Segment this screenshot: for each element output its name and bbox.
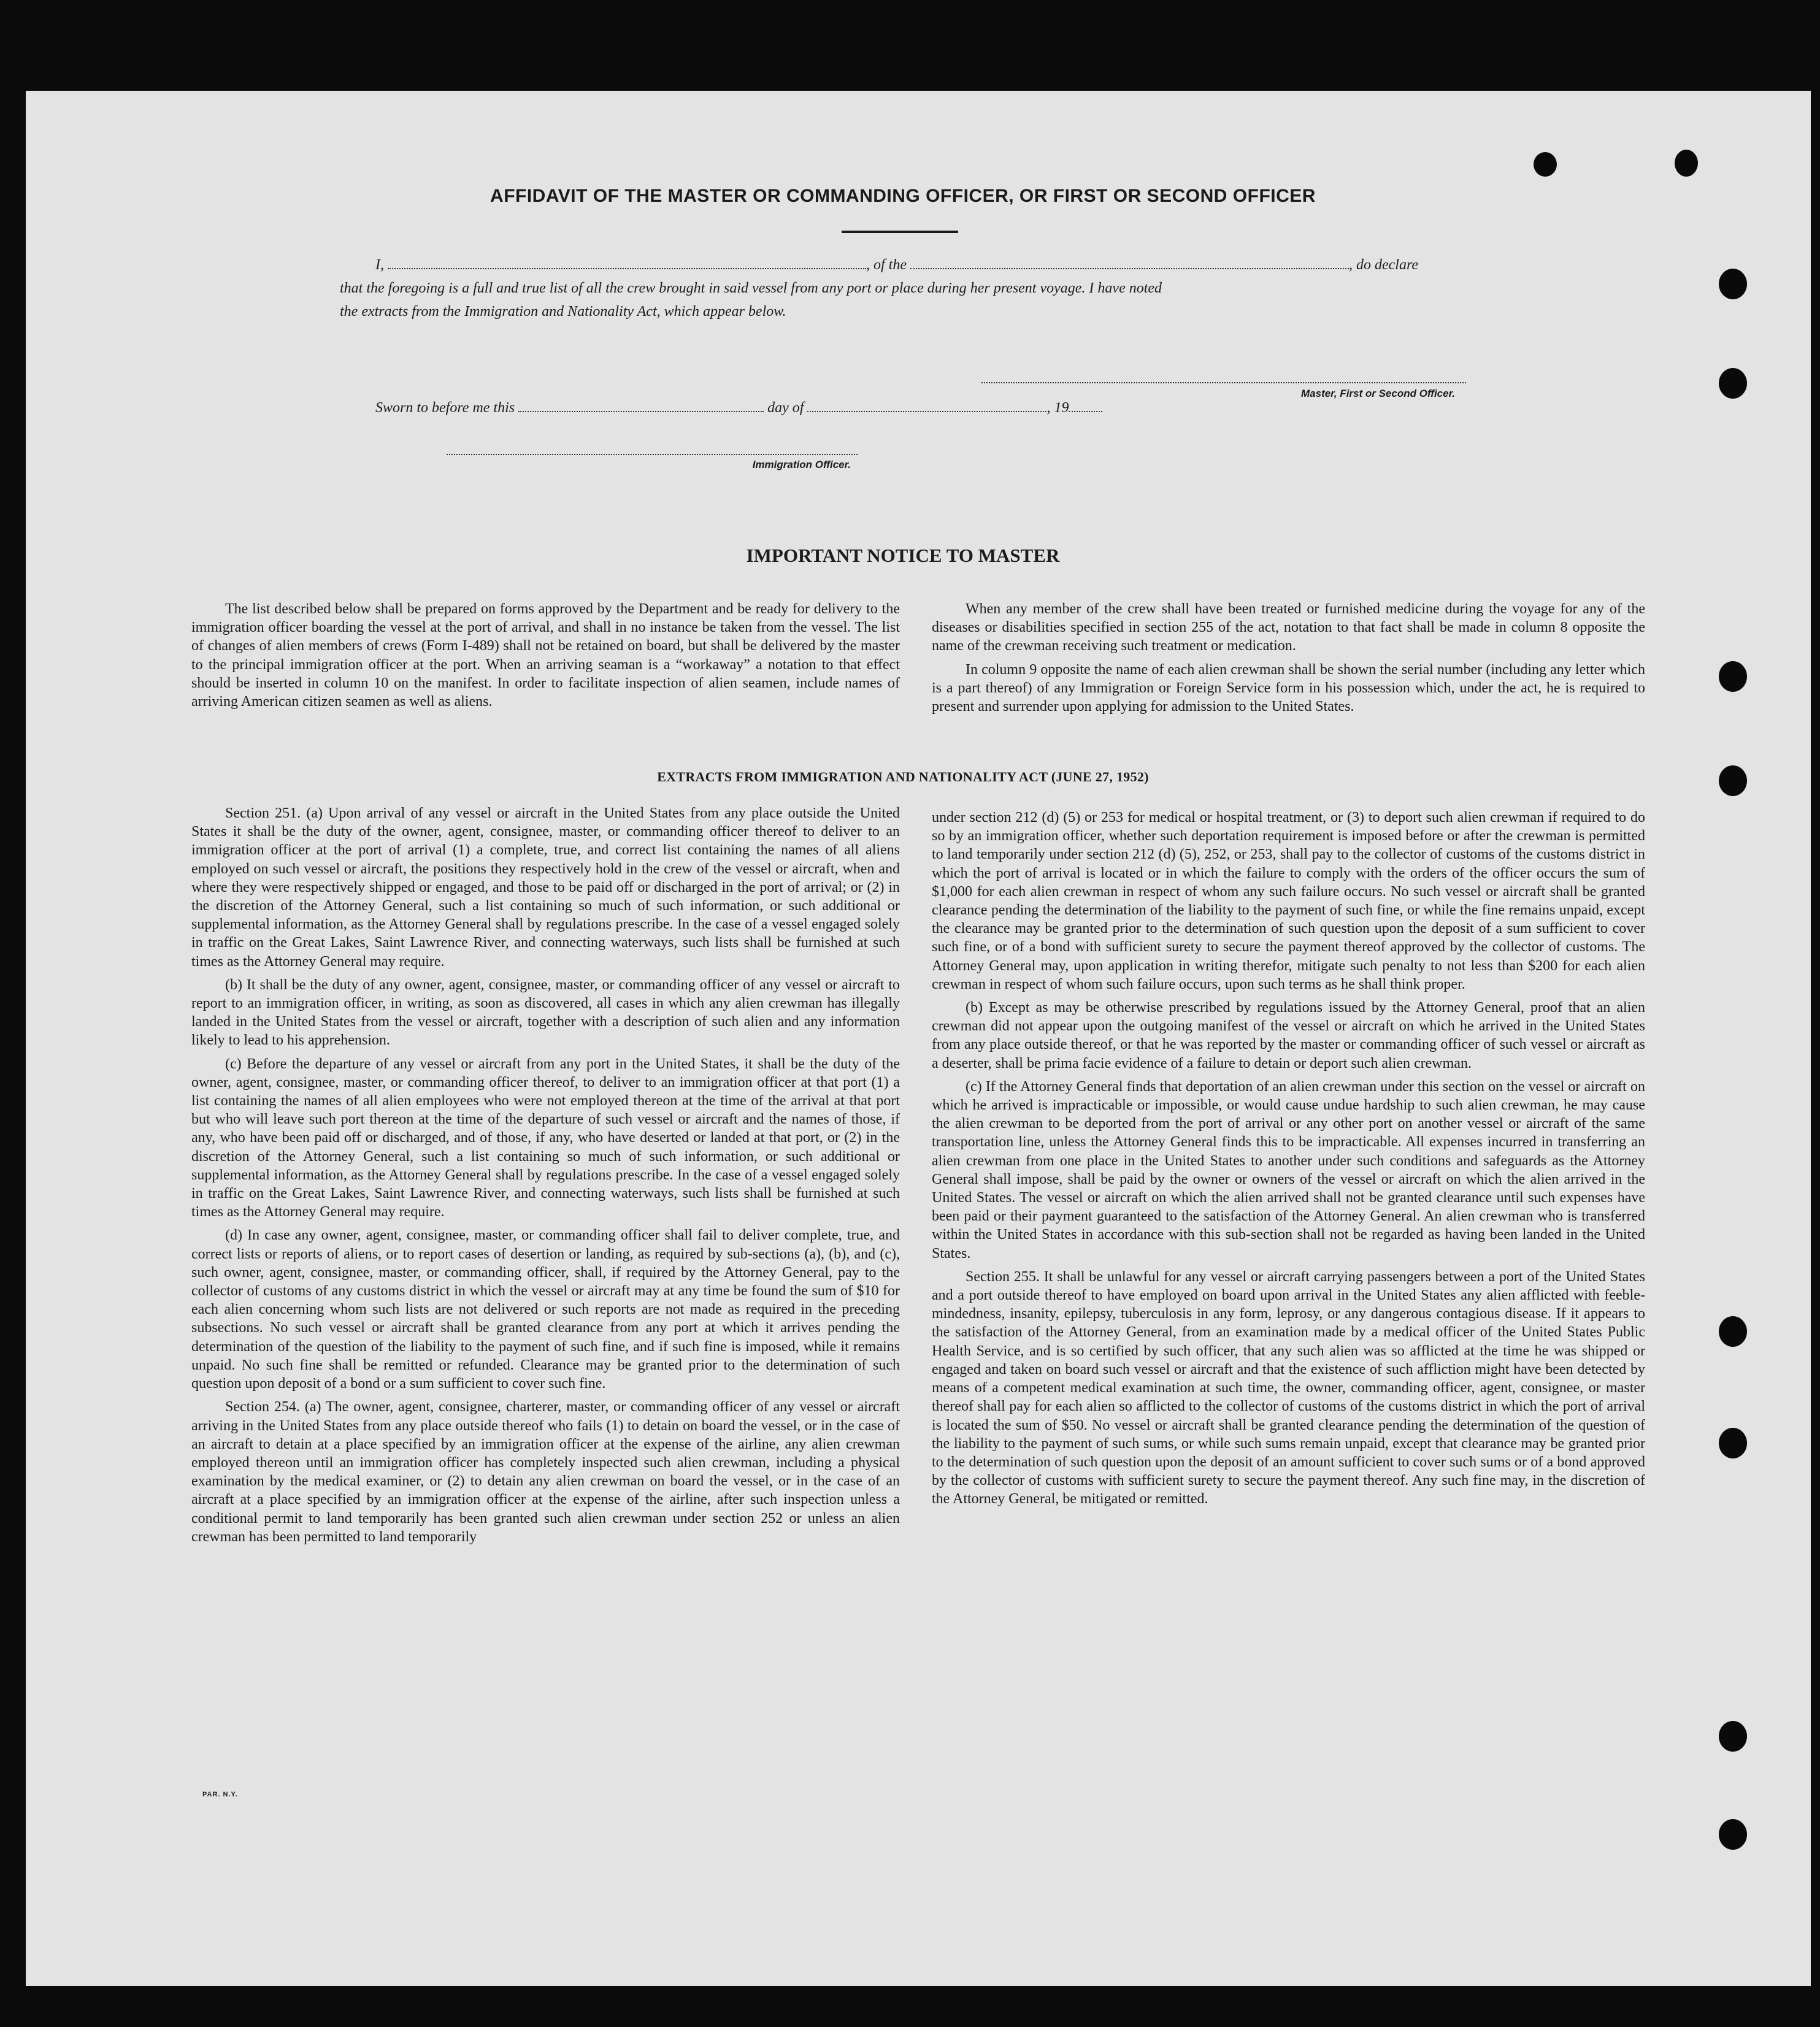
do-declare-label: , do declare	[1349, 257, 1419, 273]
punch-hole-top-1	[1534, 152, 1557, 177]
punch-hole	[1719, 269, 1747, 299]
extracts-heading: EXTRACTS FROM IMMIGRATION AND NATIONALITY ACT (JUNE 27, 1952)	[657, 769, 1149, 784]
vessel-name-field[interactable]	[910, 256, 1349, 269]
affidavit-title: AFFIDAVIT OF THE MASTER OR COMMANDING OFFICER, OR FIRST OR SECOND OFFICER	[490, 186, 1316, 206]
of-the-label: , of the	[866, 257, 907, 273]
act-paragraph: Section 251. (a) Upon arrival of any vessel or aircraft in the United States from any place outside the United States it shall be the duty of the owner, agent, consignee, master, or commanding officer thereof to deliver to an immigration officer at the port of arrival (1) a complete, true, and correct list containing the names of all aliens employed on such vessel or aircraft, the positions they respectively hold in the crew of the vessel or aircraft, when and where they were respectively shipped or engaged, and those to be paid off or discharged in the port of arrival; or (2) in the discretion of the Attorney General, such a list containing so much of such information, or such additional or supplemental information, as the Attorney General shall by regulations prescribe. In the case of a vessel engaged solely in traffic on the Great Lakes, Saint Lawrence River, and connecting waterways, such lists shall be furnished at such times as the Attorney General may require.	[191, 805, 900, 970]
officer-signature-line[interactable]	[447, 454, 858, 455]
declarant-name-field[interactable]	[388, 256, 866, 269]
notice-right-column	[932, 600, 1645, 721]
form-page	[26, 91, 1811, 1986]
act-paragraph: (c) If the Attorney General finds that deportation of an alien crewman under this section on the vessel or aircraft on which he arrived is impracticable or impossible, or would cause undue hardship to such alien crewman, he may cause the alien crewman to be deported from the port of arrival or any other port on another vessel or aircraft of the same transportation line, unless the Attorney General finds this to be impracticable. All expenses incurred in transferring an alien crewman from one place in the United States to another under such conditions and safeguards as the Attorney General shall impose, shall be paid by the owner or owners of the vessel or aircraft on which the alien arrived in the United States. The vessel or aircraft on which the alien arrived shall not be granted clearance until such expenses have been paid or their payment guaranteed to the satisfaction of the Attorney General. An alien crewman who is transferred within the United States in accordance with this sub-section shall not be regarded as having been landed in the United States.	[932, 1078, 1645, 1262]
act-paragraph: (b) Except as may be otherwise prescribed by regulations issued by the Attorney General, proof that an alien crewman did not appear upon the outgoing manifest of the vessel or aircraft on which he arrived in the United States from any place outside thereof, or that he was reported by the master or commanding officer of such vessel or aircraft as a deserter, shall be prima facie evidence of a failure to detain or deport such alien crewman.	[932, 1000, 1645, 1071]
sworn-day-field[interactable]	[518, 399, 764, 412]
extracts-left-column	[191, 804, 900, 1551]
act-paragraph: Section 255. It shall be unlawful for any vessel or aircraft carrying passengers between a port of the United States and a port outside thereof to have employed on board upon arrival in the United States any alien afflicted with feeble-mindedness, insanity, epilepsy, tuberculosis in any form, leprosy, or any dangerous contagious disease. If it appears to the satisfaction of the Attorney General, from an examination made by a medical officer of the United States Public Health Service, and is so certified by such officer, that any such alien was so afflicted at the time he was shipped or engaged and taken on board such vessel or aircraft and that the existence of such affliction might have been detected by means of a competent medical examination at such time, the owner, commanding officer, agent, consignee, or master thereof shall pay for each alien so afflicted to the collector of customs of the customs district in which the port of arrival is located the sum of $50. No vessel or aircraft shall be granted clearance pending the determination of the question of the liability to the payment of such sums, or while such sums remain unpaid, except that clearance may be granted prior to the determination of such question upon the deposit of an amount sufficient to cover such sums or of a bond approved by the collector of customs with sufficient surety to secure the payment thereof. Any such fine may, in the discretion of the Attorney General, be mitigated or remitted.	[932, 1268, 1645, 1508]
declarant-label: I,	[375, 257, 384, 273]
sworn-label: Sworn to before me this	[375, 400, 515, 416]
punch-hole	[1719, 1819, 1747, 1850]
notice-paragraph: The list described below shall be prepared on forms approved by the Department and be ready for delivery to the immigration officer boarding the vessel at the port of arrival, and shall in no instance be taken from the vessel. The list of changes of alien members of crews (Form I-489) shall not be retained on board, but shall be delivered by the master to the principal immigration officer at the port. When an arriving seaman is a “workaway” a notation to that effect should be inserted in column 10 on the manifest. In order to facilitate inspection of alien seamen, include names of arriving American citizen seamen as well as aliens.	[191, 601, 900, 710]
punch-hole	[1719, 368, 1747, 399]
act-paragraph: Section 254. (a) The owner, agent, consignee, charterer, master, or commanding officer of any vessel or aircraft arriving in the United States from any place outside thereof who fails (1) to detain on board the vessel, or in the case of an aircraft to detain at a place specified by an immigration officer at the expense of the airline, any alien crewman employed thereon until an immigration officer has completely inspected such alien crewman, including a physical examination by the medical examiner, or (2) to detain any alien crewman on board the vessel, or in the case of an aircraft at a place specified by an immigration officer at the expense of the airline, after such inspection unless a conditional permit to land temporarily has been granted such alien crewman under section 252 or unless an alien crewman has been permitted to land temporarily	[191, 1399, 900, 1545]
punch-hole	[1719, 1721, 1747, 1752]
notice-left-column	[191, 600, 900, 716]
sworn-month-field[interactable]	[807, 399, 1046, 412]
punch-hole	[1719, 661, 1747, 692]
act-paragraph: under section 212 (d) (5) or 253 for medical or hospital treatment, or (3) to deport such alien crewman if required to do so by an immigration officer, whether such deportation requirement is imposed before or after the crewman is permitted to land temporarily under section 212 (d) (5), 252, or 253, shall pay to the collector of customs of the customs district in which the port of arrival is located or in which the failure to comply with the orders of the officer occurs the sum of $1,000 for each alien crewman in respect of whom any such failure occurs. No such vessel or aircraft shall be granted clearance pending the determination of the liability to the payment of such fine, or while the fine remains unpaid, except the clearance may be granted prior to the determination of such question upon the deposit of a sum sufficient to cover such fine, or of a bond with sufficient surety to secure the payment thereof approved by the collector of customs. The Attorney General may, upon application in writing therefor, mitigate such penalty to not less than $200 for each alien crewman in respect of whom such failure occurs, upon such terms as he shall think proper.	[932, 810, 1645, 992]
officer-signature-caption: Immigration Officer.	[752, 459, 851, 470]
title-rule	[842, 231, 958, 233]
act-paragraph: (d) In case any owner, agent, consignee, master, or commanding officer shall fail to deliver complete, true, and correct lists or reports of aliens, or to report cases of desertion or landing, as required by sub-sections (a), (b), and (c), such owner, agent, consignee, master, or commanding officer, shall, if required by the Attorney General, pay to the collector of customs of any customs district in which the vessel or aircraft may at any time be found the sum of $10 for each alien concerning whom such lists are not delivered or such reports are not made as required in the preceding subsections. No such vessel or aircraft shall be granted clearance from any port at which it arrives pending the determination of the question of the liability to the payment of such fine, and if such fine is imposed, while it remains unpaid. No such fine shall be remitted or refunded. Clearance may be granted prior to the determination of such question upon deposit of a bond or a sum sufficient to cover such fine.	[191, 1227, 900, 1392]
extracts-right-column	[932, 808, 1645, 1514]
sworn-year-field[interactable]	[1069, 399, 1102, 412]
declaration-line-1	[375, 253, 1492, 277]
declaration-line-2: that the foregoing is a full and true list of all the crew brought in said vessel from any port or place during her present voyage. I have noted	[340, 280, 1162, 296]
declaration-line-3: the extracts from the Immigration and Nationality Act, which appear below.	[340, 304, 786, 320]
notice-paragraph: When any member of the crew shall have been treated or furnished medicine during the voyage for any of the diseases or disabilities specified in section 255 of the act, notation to that fact shall be made in column 8 opposite the name of the crewman receiving such treatment or medication.	[932, 601, 1645, 654]
year-label: , 19	[1046, 400, 1069, 416]
master-signature-line[interactable]	[981, 382, 1466, 383]
notice-heading: IMPORTANT NOTICE TO MASTER	[746, 545, 1060, 566]
printer-mark: PAR. N.Y.	[202, 1791, 238, 1798]
master-signature-caption: Master, First or Second Officer.	[1301, 388, 1455, 399]
punch-hole	[1719, 1428, 1747, 1458]
act-paragraph: (c) Before the departure of any vessel or aircraft from any port in the United States, it shall be the duty of the owner, agent, consignee, master, or commanding officer thereof, to deliver to an immigration officer at that port (1) a list containing the names of all alien employees who were not employed thereon at the time of the arrival at that port but who will leave such port thereon at the time of the departure of such vessel or aircraft and the names of those, if any, who have been paid off or discharged, and of those, if any, who have deserted or landed at that port, or (2) in the discretion of the Attorney General, such a list containing so much of such information, or such additional or supplemental information, as the Attorney General shall by regulations prescribe. In the case of a vessel engaged solely in traffic on the Great Lakes, Saint Lawrence River, and connecting waterways, such lists shall be furnished at such times as the Attorney General may require.	[191, 1056, 900, 1220]
act-paragraph: (b) It shall be the duty of any owner, agent, consignee, master, or commanding officer of any vessel or aircraft to report to an immigration officer, in writing, as soon as discovered, all cases in which any alien crewman has illegally landed in the United States from the vessel or aircraft, together with a description of such alien and any information likely to lead to his apprehension.	[191, 976, 900, 1049]
day-of-label: day of	[767, 400, 804, 416]
notice-paragraph: In column 9 opposite the name of each alien crewman shall be shown the serial number (including any letter which is a part thereof) of any Immigration or Foreign Service form in his possession which, under the act, he is required to present and surrender upon applying for admission to the United States.	[932, 661, 1645, 715]
punch-hole-top-2	[1675, 150, 1698, 177]
sworn-line	[375, 396, 1234, 420]
punch-hole	[1719, 1316, 1747, 1347]
